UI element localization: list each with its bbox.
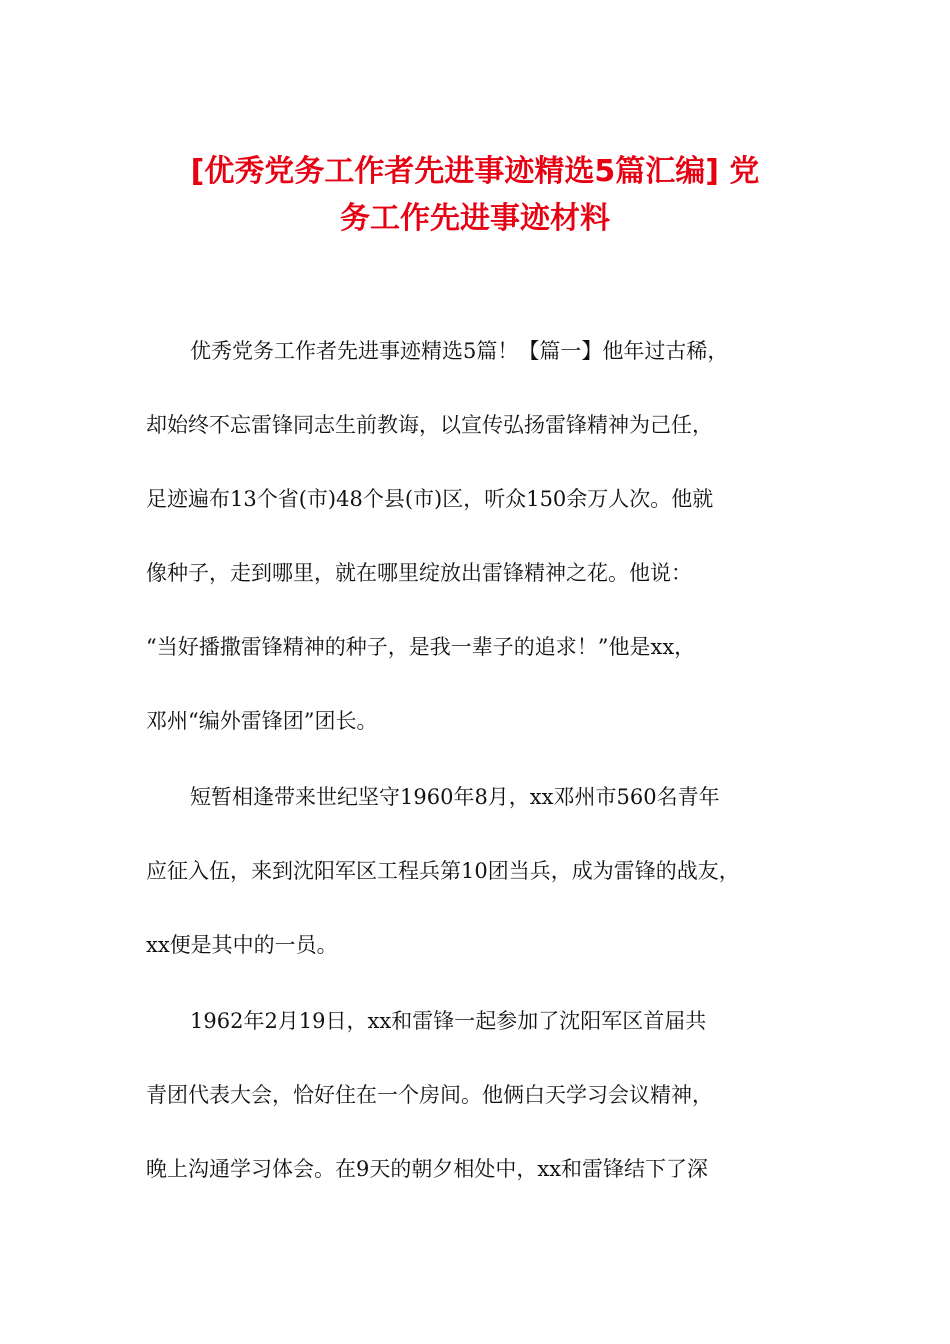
document-title-line-1: [优秀党务工作者先进事迹精选5篇汇编] 党 bbox=[190, 154, 760, 189]
paragraph-1-line-5: “当好播撒雷锋精神的种子，是我一辈子的追求！”他是xx， bbox=[146, 635, 696, 659]
paragraph-1-line-2: 却始终不忘雷锋同志生前教诲，以宣传弘扬雷锋精神为己任， bbox=[146, 413, 713, 437]
paragraph-3-line-3: 晚上沟通学习体会。在9天的朝夕相处中，xx和雷锋结下了深 bbox=[146, 1157, 709, 1181]
document-title-line-2: 务工作先进事迹材料 bbox=[340, 201, 610, 236]
paragraph-1-line-3: 足迹遍布13个省(市)48个县(市)区，听众150余万人次。他就 bbox=[146, 487, 714, 511]
paragraph-1-line-1: 优秀党务工作者先进事迹精选5篇！【篇一】他年过古稀， bbox=[190, 339, 729, 363]
paragraph-3-line-2: 青团代表大会，恰好住在一个房间。他俩白天学习会议精神， bbox=[146, 1083, 713, 1107]
paragraph-2-line-2: 应征入伍，来到沈阳军区工程兵第10团当兵，成为雷锋的战友， bbox=[146, 859, 740, 883]
paragraph-1-line-4: 像种子，走到哪里，就在哪里绽放出雷锋精神之花。他说： bbox=[146, 561, 692, 585]
paragraph-2-line-3: xx便是其中的一员。 bbox=[146, 933, 338, 957]
paragraph-3-line-1: 1962年2月19日，xx和雷锋一起参加了沈阳军区首届共 bbox=[190, 1009, 707, 1033]
paragraph-2-line-1: 短暂相逢带来世纪坚守1960年8月，xx邓州市560名青年 bbox=[190, 785, 720, 809]
paragraph-1-line-6: 邓州“编外雷锋团”团长。 bbox=[146, 709, 378, 733]
